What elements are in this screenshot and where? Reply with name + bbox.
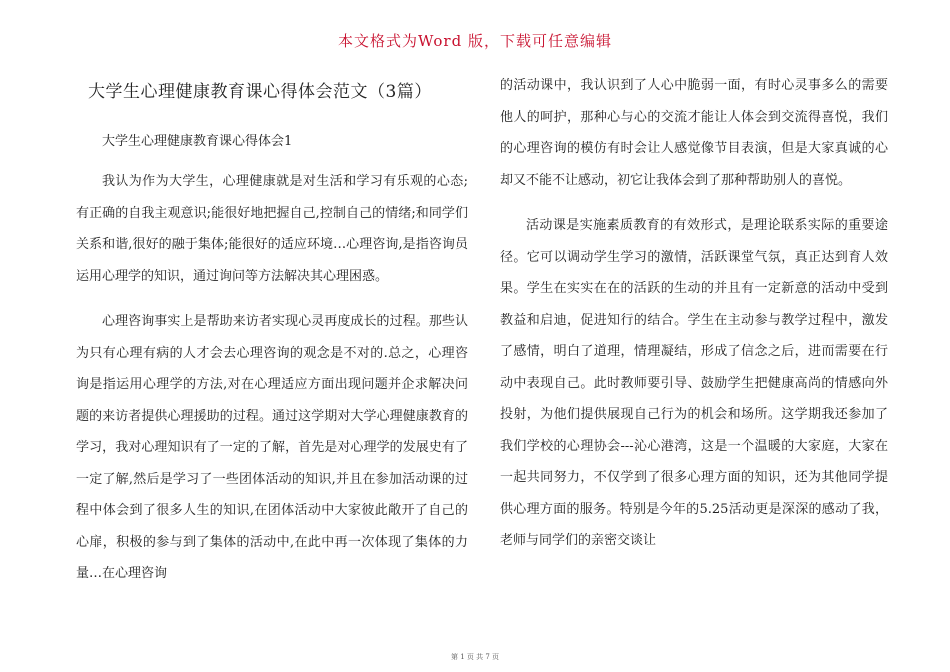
body-paragraph: 心理咨询事实上是帮助来访者实现心灵再度成长的过程。那些认为只有心理有病的人才会去心理咨询的观念是不对的.总之，心理咨询是指运用心理学的方法,对在心理适应方面出现问题并企求解决问题的来访者提供心理援助的过程。通过这学期对大学心理健康教育的学习，我对心理知识有了一定的了解，首先是对心理学的发展史有了一定了解,然后是学习了一些团体活动的知识,并且在参加活动课的过程中体会到了很多人生的知识,在团体活动中大家彼此敞开了自己的心扉，积极的参与到了集体的活动中,在此中再一次体现了集体的力量…在心理咨询 [76, 314, 468, 581]
body-paragraph: 我认为作为大学生，心理健康就是对生活和学习有乐观的心态;有正确的自我主观意识;能很好地把握自己,控制自己的情绪;和同学们关系和谐,很好的融于集体;能很好的适应环境…心理咨询,是指咨询员运用心理学的知识，通过询问等方法解决其心理困惑。 [76, 174, 468, 284]
right-column [500, 70, 888, 557]
page-footer: 第 1 页 共 7 页 [450, 653, 500, 661]
body-paragraph: 活动课是实施素质教育的有效形式，是理论联系实际的重要途径。它可以调动学生学习的激情，活跃课堂气氛，真正达到育人效果。学生在实实在在的活跃的生动的并且有一定新意的活动中受到教益和启迪，促进知行的结合。学生在主动参与教学过程中，激发了感情，明白了道理，情理凝结，形成了信念之后，进而需要在行动中表现自己。此时教师要引导、鼓励学生把健康高尚的情感向外投射，为他们提供展现自己行为的机会和场所。这学期我还参加了我们学校的心理协会---沁心港湾，这是一个温暖的大家庭，大家在一起共同努力，不仅学到了很多心理方面的知识，还为其他同学提供心理方面的服务。特别是今年的5.25活动更是深深的感动了我，老师与同学们的亲密交谈让 [500, 218, 888, 548]
download-banner: 本文格式为Word 版，下载可任意编辑 [338, 32, 612, 50]
left-column [76, 70, 468, 590]
body-paragraph: 的活动课中，我认识到了人心中脆弱一面，有时心灵事多么的需要他人的呵护，那种心与心的交流才能让人体会到交流得喜悦，我们的心理咨询的模仿有时会让人感觉像节目表演，但是大家真诚的心却又不能不让感动，初它让我体会到了那种帮助别人的喜悦。 [500, 78, 888, 188]
document-title: 大学生心理健康教育课心得体会范文（3篇） [88, 82, 432, 102]
section-heading: 大学生心理健康教育课心得体会1 [102, 134, 293, 149]
